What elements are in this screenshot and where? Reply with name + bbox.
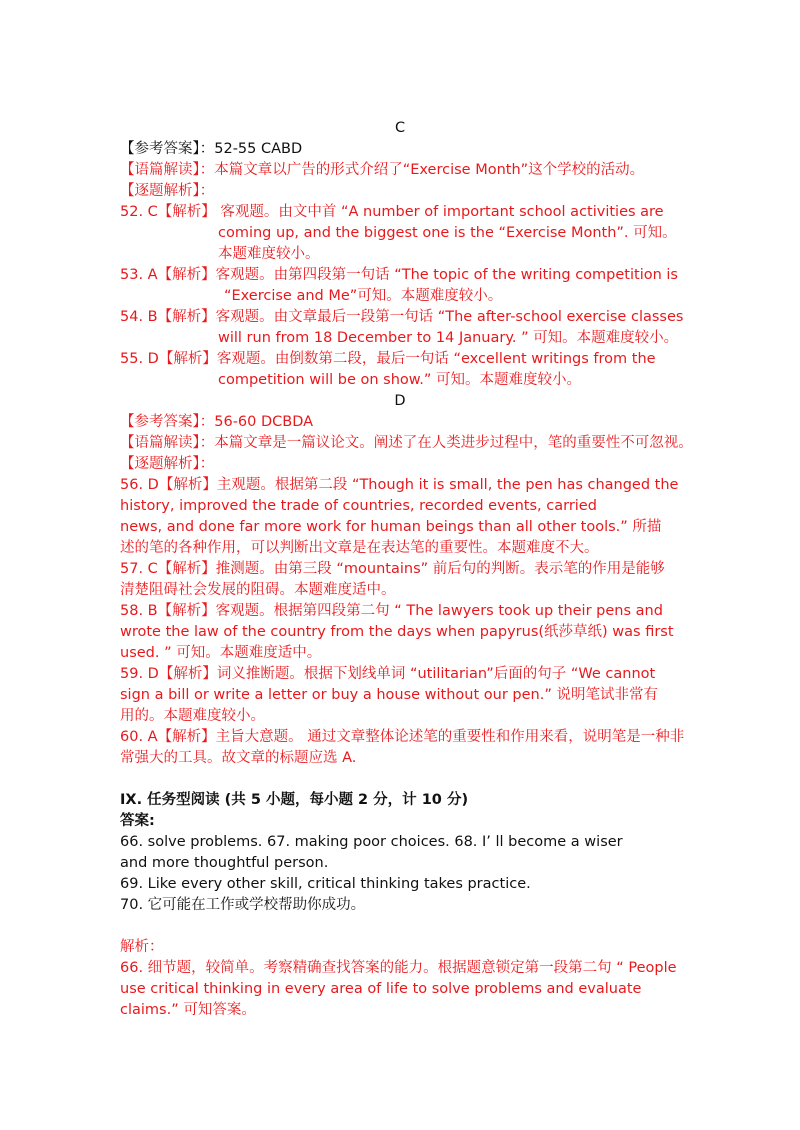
section-ix-explain-label: 解析： [120,939,164,955]
answers-line-1: 66. solve problems. 67. making poor choices. 68. I’ ll become a wiser [120,834,623,850]
q57-line-2: 清楚阻碍社会发展的阻碍。本题难度适中。 [120,582,396,598]
answers-line-2: and more thoughtful person. [120,855,329,871]
q66-line-1: 66. 细节题，较简单。考察精确查找答案的能力。根据题意锁定第一段第二句 “ People [120,960,677,976]
q54-line-1: 54. B【解析】客观题。由文章最后一段第一句话 “The after-school exercise classes [120,309,684,325]
q56-line-2: history, improved the trade of countries, recorded events, carried [120,498,597,514]
q59-line-1: 59. D【解析】词义推断题。根据下划线单词 “utilitarian”后面的句子 “We cannot [120,666,656,682]
section-d-letter: D [394,393,406,409]
q56-line-4: 述的笔的各种作用，可以判断出文章是在表达笔的重要性。本题难度不大。 [120,540,599,556]
answers-line-3: 69. Like every other skill, critical thinking takes practice. [120,876,531,892]
q56-line-1: 56. D【解析】主观题。根据第二段 “Though it is small, the pen has changed the [120,477,679,493]
q52-line-3: 本题难度较小。 [218,246,320,262]
q54-line-2: will run from 18 December to 14 January. ” 可知。本题难度较小。 [218,330,679,346]
q58-line-3: used. ” 可知。本题难度适中。 [120,645,322,661]
answers-line-4: 70. 它可能在工作或学校帮助你成功。 [120,897,366,913]
section-c-letter: C [394,120,406,136]
q60-line-2: 常强大的工具。故文章的标题应选 A. [120,750,357,766]
q53-line-2: “Exercise and Me”可知。本题难度较小。 [224,288,503,304]
section-d-analysis-label: 【逐题解析】： [120,456,215,472]
q53-line-1: 53. A【解析】客观题。由第四段第一句话 “The topic of the writing competition is [120,267,678,283]
section-c-answer-key: 【参考答案】：52-55 CABD [120,141,303,157]
q66-line-3: claims.” 可知答案。 [120,1002,256,1018]
q55-line-1: 55. D【解析】客观题。由倒数第二段，最后一句话 “excellent writings from the [120,351,656,367]
q52-line-2: coming up, and the biggest one is the “Exercise Month”. 可知。 [218,225,677,241]
q59-line-2: sign a bill or write a letter or buy a house without our pen.” 说明笔试非常有 [120,687,658,703]
section-c-analysis-label: 【逐题解析】： [120,183,215,199]
section-c-summary: 【语篇解读】：本篇文章以广告的形式介绍了“Exercise Month”这个学校的活动。 [120,162,645,178]
q59-line-3: 用的。本题难度较小。 [120,708,265,724]
q57-line-1: 57. C【解析】推测题。由第三段 “mountains” 前后句的判断。表示笔的作用是能够 [120,561,665,577]
q58-line-2: wrote the law of the country from the days when papyrus(纸莎草纸) was first [120,624,674,640]
q60-line-1: 60. A【解析】主旨大意题。 通过文章整体论述笔的重要性和作用来看，说明笔是一种非 [120,729,685,745]
section-d-answer-key: 【参考答案】：56-60 DCBDA [120,414,314,430]
section-d-summary: 【语篇解读】：本篇文章是一篇议论文。阐述了在人类进步过程中，笔的重要性不可忽视。 [120,435,693,451]
q52-line-1: 52. C【解析】 客观题。由文中首 “A number of important school activities are [120,204,664,220]
q55-line-2: competition will be on show.” 可知。本题难度较小。 [218,372,582,388]
q58-line-1: 58. B【解析】客观题。根据第四段第二句 “ The lawyers took up their pens and [120,603,663,619]
q66-line-2: use critical thinking in every area of life to solve problems and evaluate [120,981,642,997]
q56-line-3: news, and done far more work for human beings than all other tools.” 所描 [120,519,662,535]
section-ix-heading: IX. 任务型阅读 (共 5 小题，每小题 2 分，计 10 分) [120,792,469,808]
section-ix-answers-label: 答案: [120,813,155,829]
